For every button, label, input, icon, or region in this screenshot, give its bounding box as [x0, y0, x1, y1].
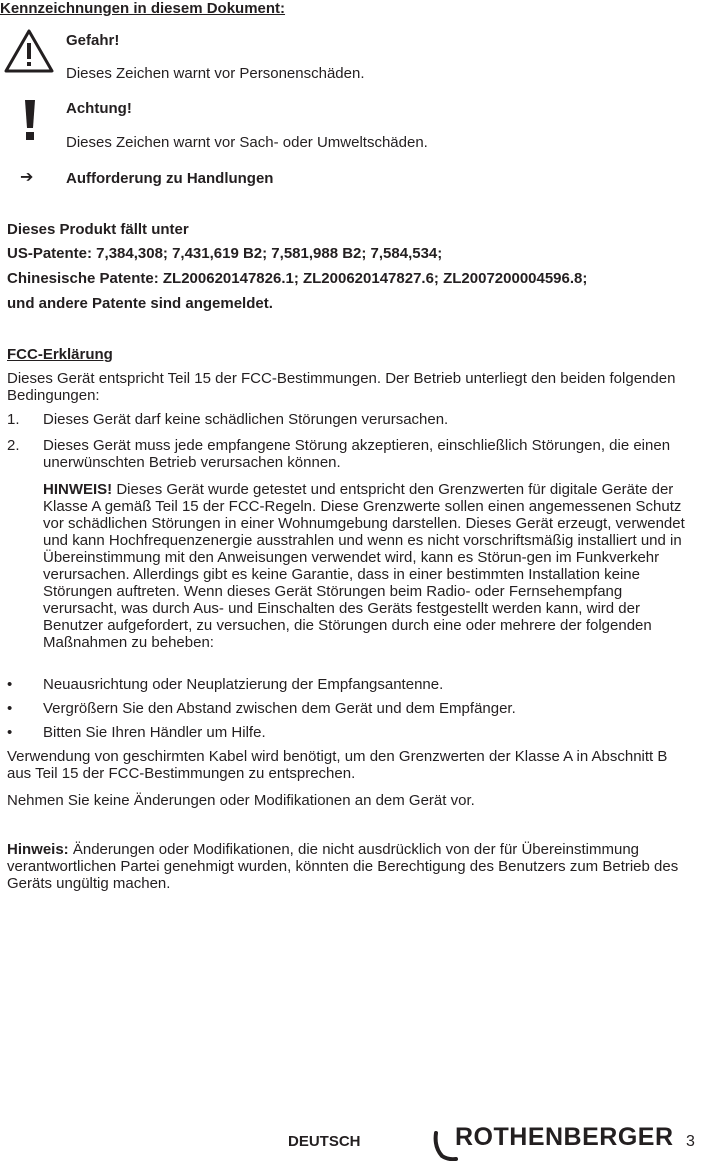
- fcc-item-2-number: 2.: [7, 437, 20, 454]
- fcc-item-1-number: 1.: [7, 411, 20, 428]
- action-title: Aufforderung zu Handlungen: [66, 170, 274, 187]
- patents-line-2: US-Patente: 7,384,308; 7,431,619 B2; 7,581,988 B2; 7,584,534;: [7, 245, 443, 262]
- fcc-bullet-2: Vergrößern Sie den Abstand zwischen dem Gerät und dem Empfänger.: [43, 700, 516, 717]
- warning-triangle-icon: [3, 28, 55, 74]
- caution-title: Achtung!: [66, 100, 132, 117]
- patents-line-3: Chinesische Patente: ZL200620147826.1; ZL200620147827.6; ZL2007200004596.8;: [7, 270, 588, 287]
- fcc-item-2-text: Dieses Gerät muss jede empfangene Störung akzeptieren, einschließlich Störungen, die einen unerwünschten Betrieb verursachen können.: [43, 437, 671, 471]
- final-note: [7, 841, 695, 892]
- fcc-bullet-3: Bitten Sie Ihren Händler um Hilfe.: [43, 724, 266, 741]
- fcc-note-label: HINWEIS!: [43, 481, 113, 498]
- footer-language: DEUTSCH: [288, 1133, 361, 1150]
- danger-title: Gefahr!: [66, 32, 120, 49]
- final-note-label: Hinweis:: [7, 841, 69, 858]
- fcc-note-text: Dieses Gerät wurde getestet und entspricht den Grenzwerten für digitale Geräte der Klasse A gemäß Teil 15 der FCC-Regeln. Diese Grenzwerte sollen einen angemessenen Schutz vor schädlichen Störungen in einer Wohnumgebung darstellen. Dieses Gerät erzeugt, verwendet und kann Hochfrequenzenergie ausstrahlen und wenn es nicht vorschriftsmäßig installiert und in Übereinstimmung mit den Anweisungen verwendet wird, kann es Störun-gen im Funkverkehr verursachen. Allerdings gibt es keine Garantie, dass in einer bestimmten Installation keine Störungen auftreten. Wenn dieses Gerät Störungen beim Radio- oder Fernsehempfang verursacht, was durch Aus- und Einschalten des Geräts festgestellt werden kann, wird der Benutzer aufgefordert, zu versuchen, die Störungen durch eine oder mehrere der folgenden Maßnahmen zu beheben:: [43, 481, 685, 651]
- legend-heading: Kennzeichnungen in diesem Dokument:: [0, 0, 286, 17]
- final-note-text: Änderungen oder Modifikationen, die nicht ausdrücklich von der für Übereinstimmung verantwortlichen Partei genehmigt wurden, könnten die Berechtigung des Benutzers zum Betrieb des Geräts ungültig machen.: [7, 841, 679, 892]
- fcc-shielded-cable: Verwendung von geschirmten Kabel wird benötigt, um den Grenzwerten der Klasse A in Abschnitt B aus Teil 15 der FCC-Bestimmungen zu entsprechen.: [7, 748, 668, 782]
- caution-exclamation-icon: [22, 98, 38, 142]
- bullet-3-icon: •: [7, 724, 13, 741]
- fcc-no-changes: Nehmen Sie keine Änderungen oder Modifikationen an dem Gerät vor.: [7, 792, 475, 809]
- fcc-note: [43, 481, 698, 651]
- fcc-bullet-1: Neuausrichtung oder Neuplatzierung der Empfangsantenne.: [43, 676, 444, 693]
- fcc-intro: Dieses Gerät entspricht Teil 15 der FCC-Bestimmungen. Der Betrieb unterliegt den beiden folgenden Bedingungen:: [7, 370, 676, 404]
- patents-line-4: und andere Patente sind angemeldet.: [7, 295, 273, 312]
- patents-line-1: Dieses Produkt fällt unter: [7, 221, 189, 238]
- bullet-1-icon: •: [7, 676, 13, 693]
- caution-text: Dieses Zeichen warnt vor Sach- oder Umweltschäden.: [66, 134, 428, 151]
- action-arrow-icon: ➔: [20, 169, 34, 186]
- brand-name: ROTHENBERGER: [455, 1123, 674, 1151]
- fcc-item-1-text: Dieses Gerät darf keine schädlichen Störungen verursachen.: [43, 411, 449, 428]
- bullet-2-icon: •: [7, 700, 13, 717]
- fcc-heading: FCC-Erklärung: [7, 346, 113, 363]
- page-number: 3: [686, 1133, 695, 1150]
- danger-text: Dieses Zeichen warnt vor Personenschäden.: [66, 65, 365, 82]
